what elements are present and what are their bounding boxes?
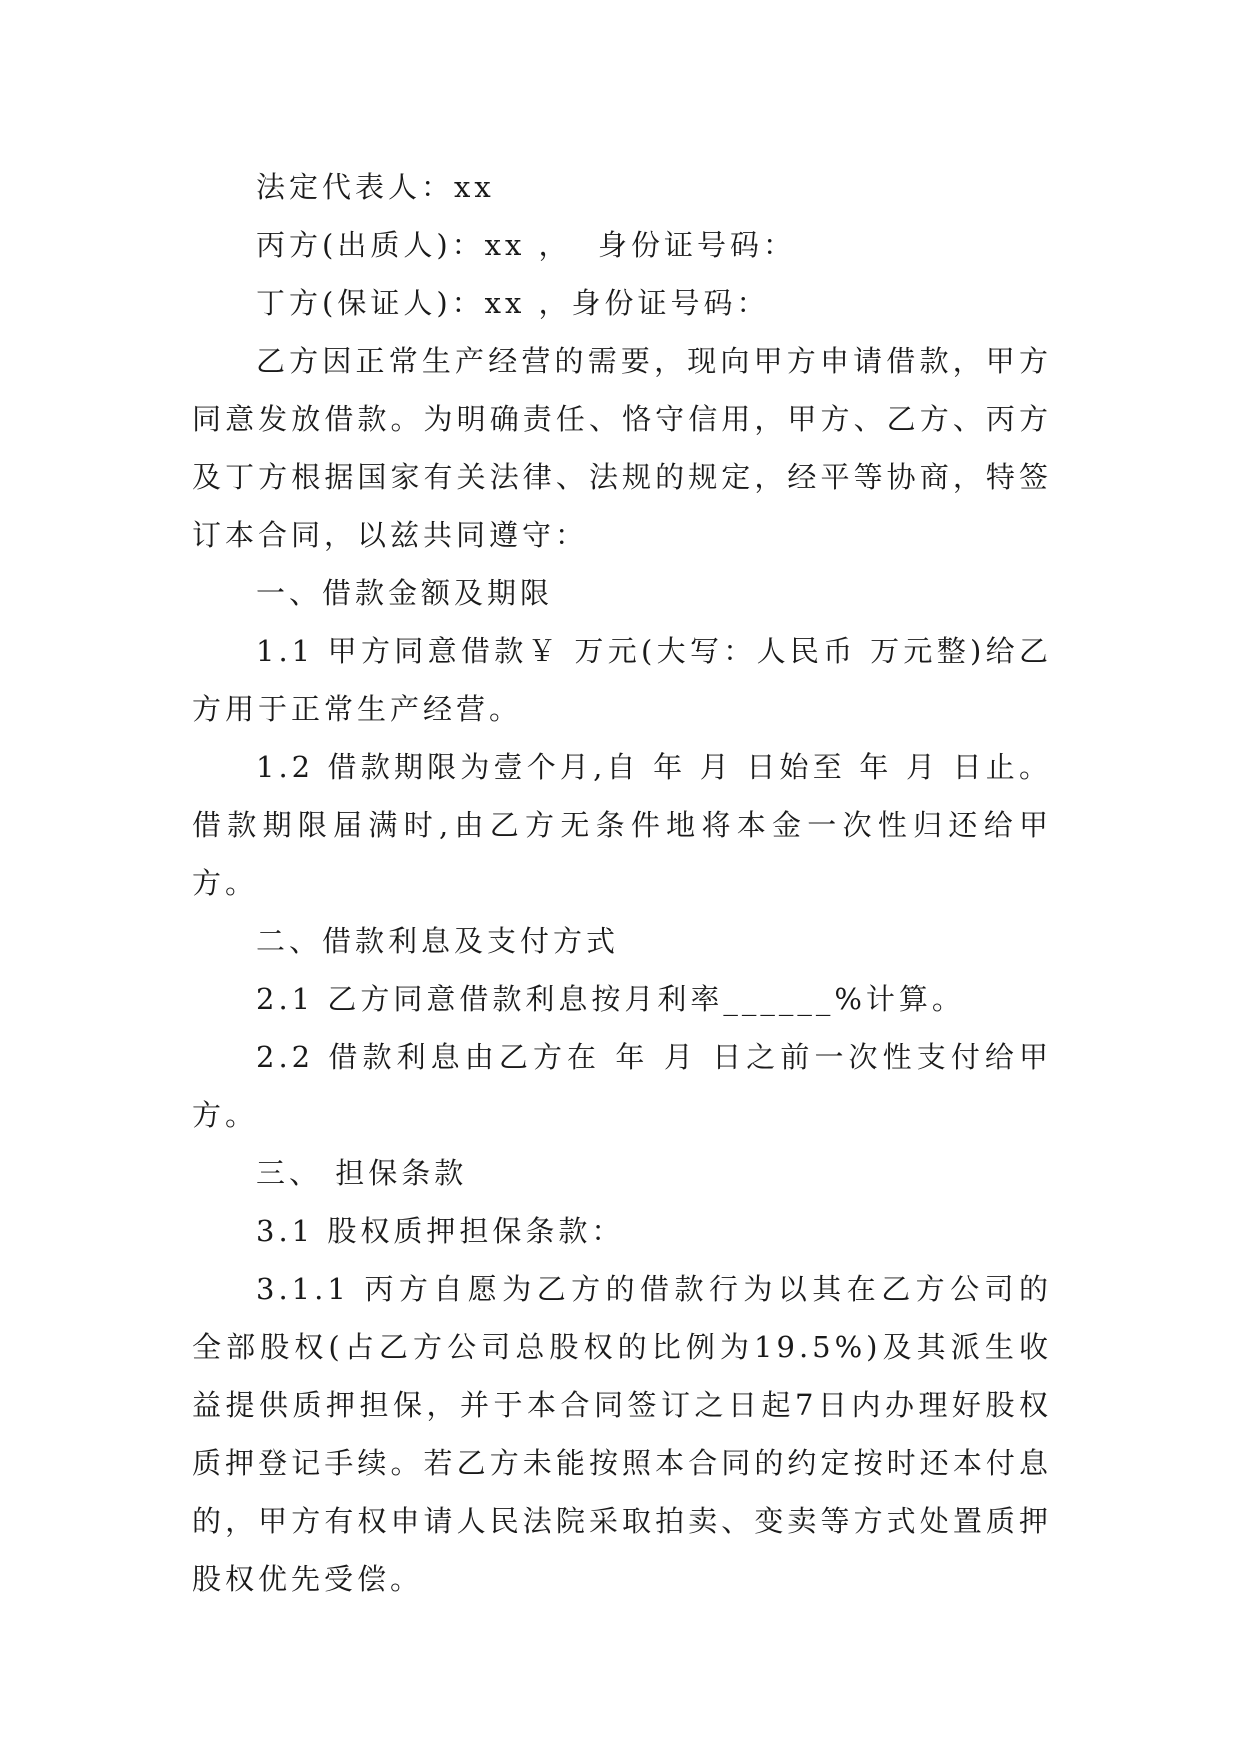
clause-3-1-1: 3.1.1 丙方自愿为乙方的借款行为以其在乙方公司的全部股权(占乙方公司总股权的比例为19.5%)及其派生收益提供质押担保，并于本合同签订之日起7日内办理好股权质押登记手续。若乙方未能按照本合同的约定按时还本付息的，甲方有权申请人民法院采取拍卖、变卖等方式处置质押股权优先受偿。 — [192, 1272, 1052, 1596]
party-d-line: 丁方(保证人)：xx ，身份证号码： — [256, 286, 770, 320]
clause-2-2: 2.2 借款利息由乙方在 年 月 日之前一次性支付给甲方。 — [192, 1040, 1052, 1132]
clause-1-2: 1.2 借款期限为壹个月,自 年 月 日始至 年 月 日止。借款期限届满时,由乙方无条件地将本金一次性归还给甲方。 — [192, 750, 1052, 900]
clause-2-1: 2.1 乙方同意借款利息按月利率______%计算。 — [256, 982, 965, 1016]
party-c-line: 丙方(出质人)：xx ， 身份证号码： — [256, 228, 796, 262]
section-heading-3: 三、 担保条款 — [256, 1156, 468, 1190]
legal-representative-line: 法定代表人：xx — [256, 170, 495, 204]
clause-1-1: 1.1 甲方同意借款￥ 万元(大写：人民币 万元整)给乙方用于正常生产经营。 — [192, 634, 1052, 726]
clause-3-1-heading: 3.1 股权质押担保条款： — [256, 1214, 625, 1248]
preamble-paragraph: 乙方因正常生产经营的需要，现向甲方申请借款，甲方同意发放借款。为明确责任、恪守信用，甲方、乙方、丙方及丁方根据国家有关法律、法规的规定，经平等协商，特签订本合同，以兹共同遵守： — [192, 344, 1052, 552]
document-body — [192, 158, 1052, 1608]
section-heading-2: 二、借款利息及支付方式 — [256, 924, 620, 958]
section-heading-1: 一、借款金额及期限 — [256, 576, 554, 610]
